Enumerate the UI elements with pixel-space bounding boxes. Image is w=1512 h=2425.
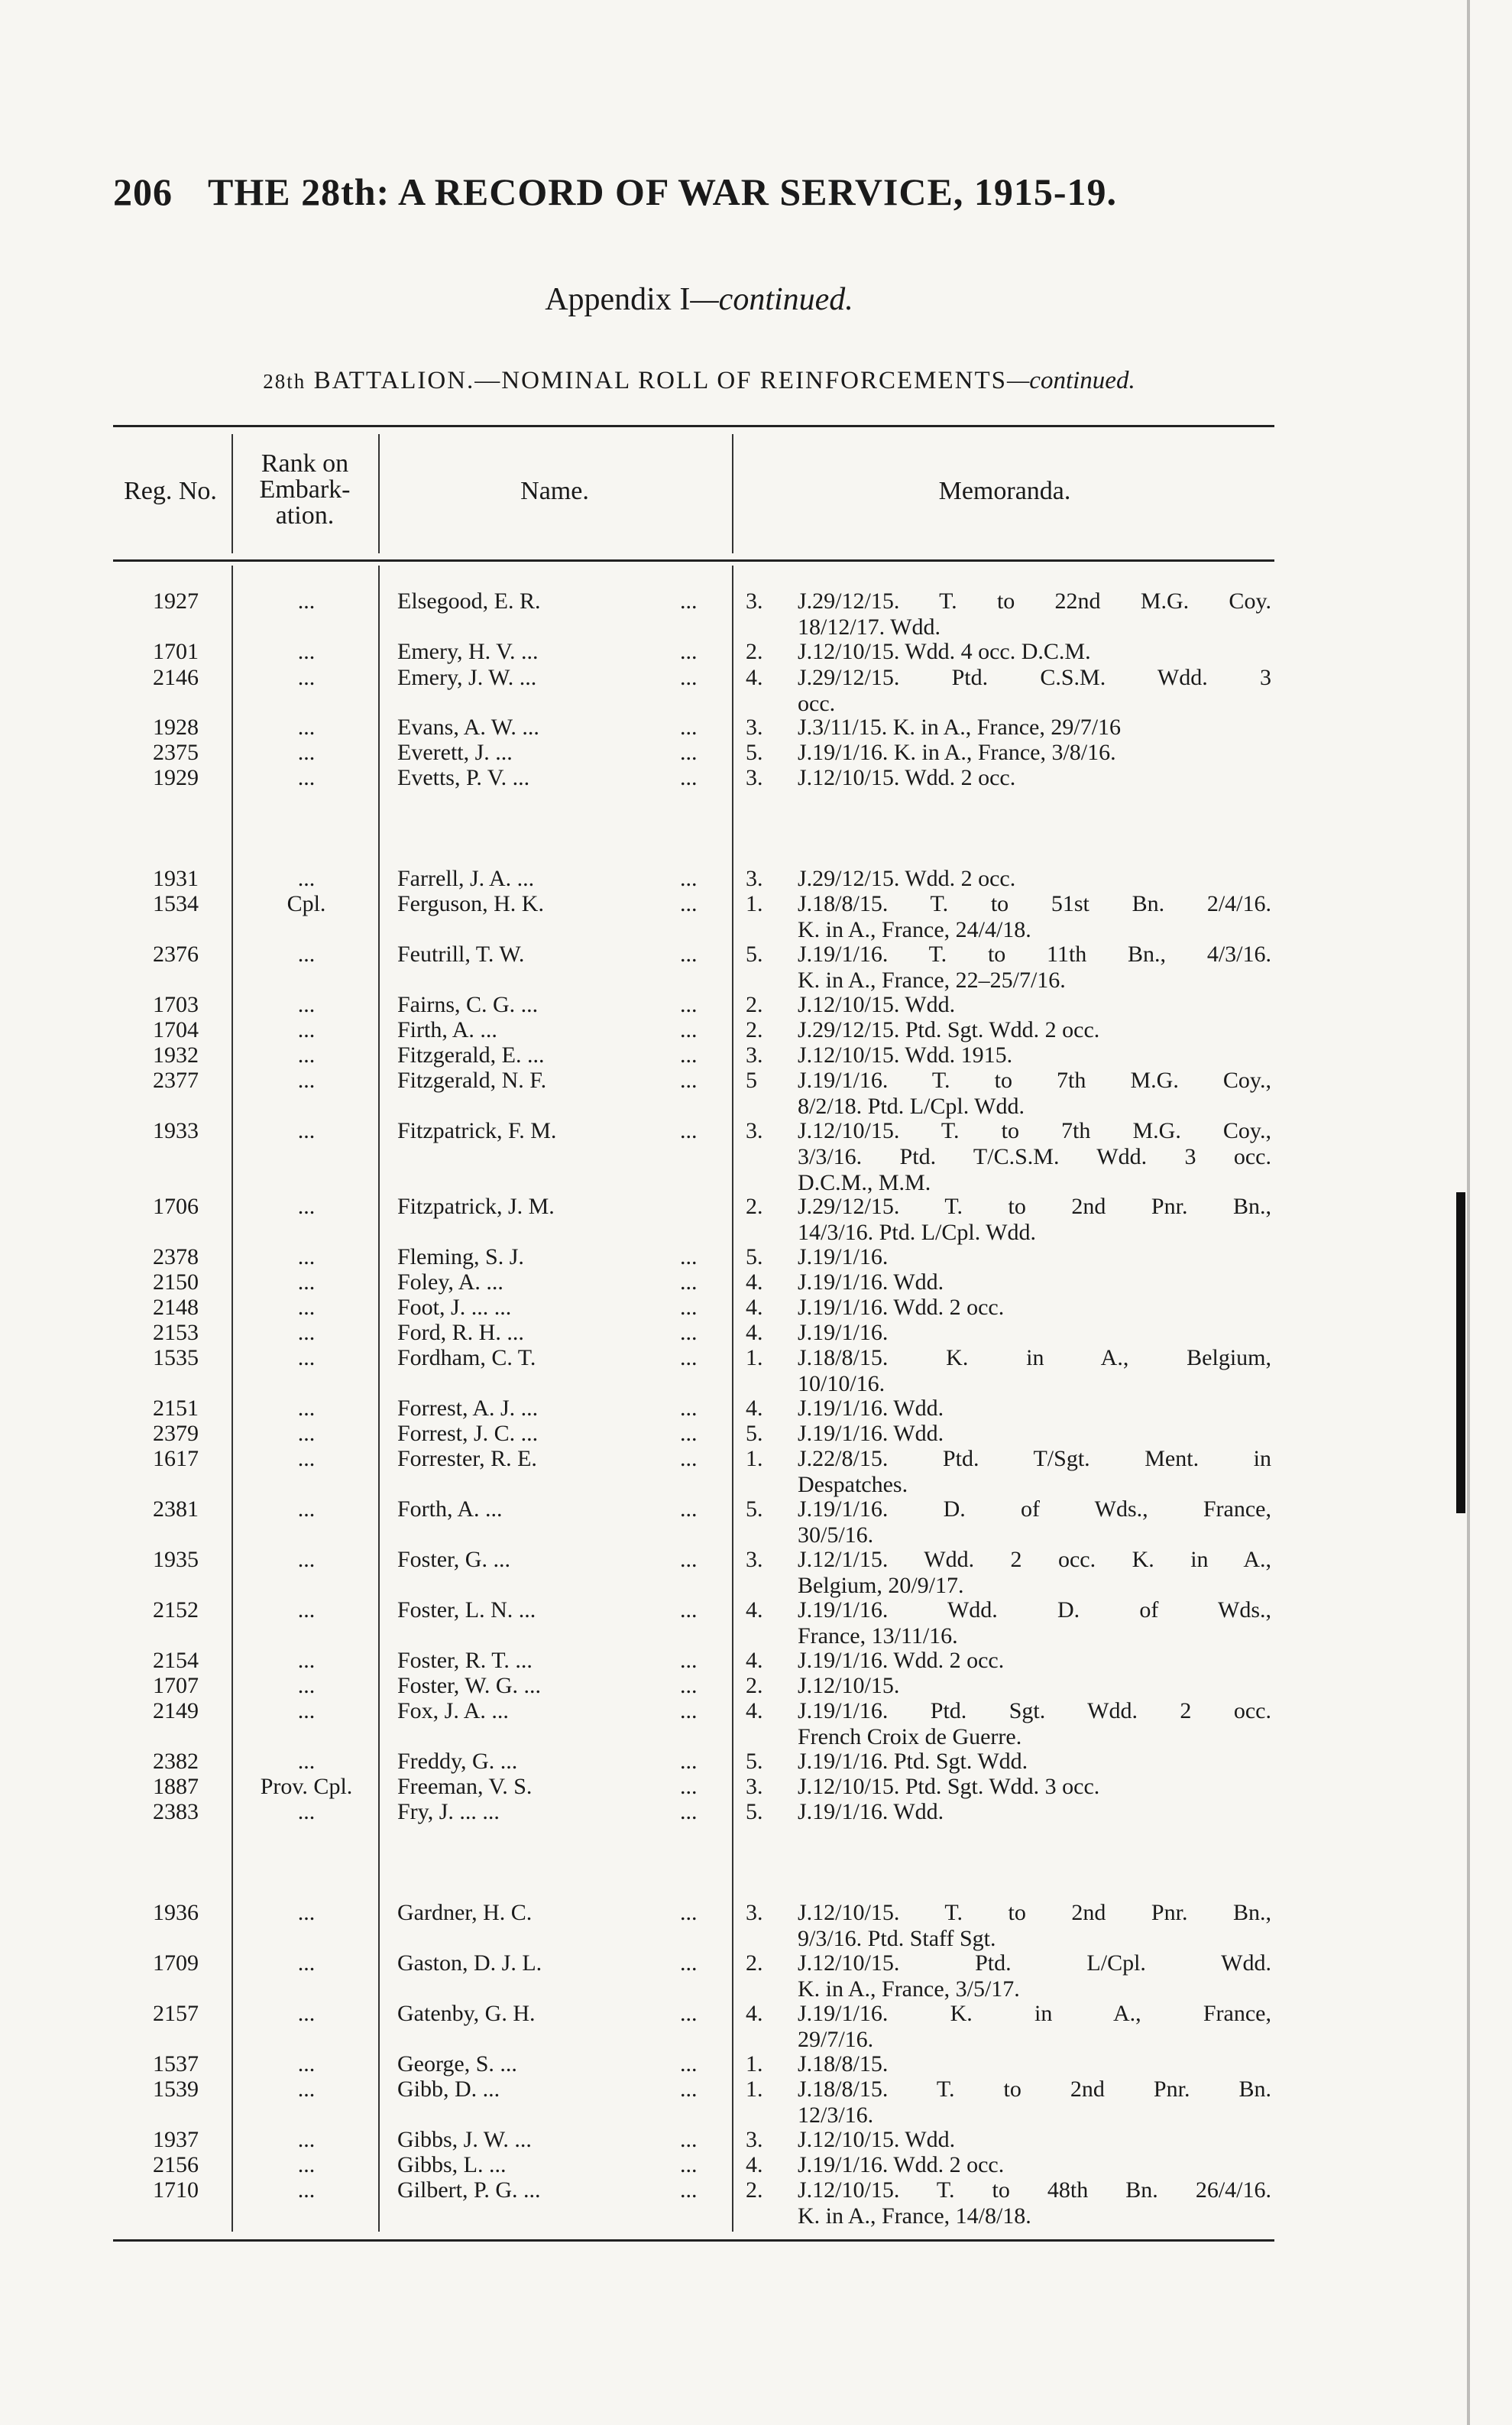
- memo-line: J.12/10/15.: [798, 1673, 900, 1698]
- memo-line: France, 13/11/16.: [798, 1623, 958, 1649]
- rank: ...: [297, 2051, 316, 2076]
- reinforcement-no: 5.: [746, 1244, 763, 1269]
- column-divider: [732, 434, 733, 553]
- rank: ...: [297, 1320, 316, 1345]
- reg-no: 1935: [153, 1547, 199, 1572]
- roll-title-continued: —continued.: [1006, 367, 1135, 394]
- reinforcement-no: 2.: [746, 1194, 763, 1219]
- memo-line: J.12/10/15. Wdd. 2 occ.: [798, 765, 1016, 790]
- reg-no: 2148: [153, 1295, 199, 1320]
- soldier-name: Evetts, P. V. ...: [397, 765, 530, 790]
- leader-dots: ...: [680, 2177, 698, 2203]
- leader-dots: ...: [680, 1244, 698, 1269]
- roll-title-text: BATTALION.—NOMINAL ROLL OF REINFORCEMENTS: [313, 367, 1007, 394]
- rank: Prov. Cpl.: [260, 1774, 353, 1799]
- reg-no: 1932: [153, 1042, 199, 1068]
- rank: ...: [297, 1597, 316, 1623]
- memo-line: J.19/1/16. Wdd. 2 occ.: [798, 2152, 1005, 2177]
- soldier-name: Emery, J. W. ...: [397, 665, 537, 690]
- soldier-name: Gardner, H. C.: [397, 1900, 533, 1925]
- rank: ...: [297, 1269, 316, 1295]
- reinforcement-no: 5: [746, 1068, 757, 1093]
- reg-no: 2156: [153, 2152, 199, 2177]
- leader-dots: ...: [680, 1017, 698, 1042]
- rank: ...: [297, 1900, 316, 1925]
- reinforcement-no: 2.: [746, 639, 763, 664]
- soldier-name: Gibbs, J. W. ...: [397, 2127, 532, 2152]
- leader-dots: ...: [680, 2152, 698, 2177]
- soldier-name: Fitzpatrick, F. M.: [397, 1118, 557, 1143]
- scan-edge-line: [1467, 0, 1470, 2425]
- soldier-name: Fox, J. A. ...: [397, 1698, 509, 1723]
- reg-no: 2376: [153, 942, 199, 967]
- rank: ...: [297, 1446, 316, 1471]
- soldier-name: Foot, J. ... ...: [397, 1295, 512, 1320]
- memo-line: occ.: [798, 691, 836, 716]
- leader-dots: ...: [680, 1799, 698, 1824]
- reg-no: 2375: [153, 740, 199, 765]
- memo-line: J.12/10/15. Ptd. Sgt. Wdd. 3 occ.: [798, 1774, 1100, 1799]
- reg-no: 2383: [153, 1799, 199, 1824]
- soldier-name: Freeman, V. S.: [397, 1774, 533, 1799]
- memo-line: J.19/1/16. Wdd.: [798, 1269, 944, 1295]
- memo-line: 18/12/17. Wdd.: [798, 614, 941, 640]
- rank: ...: [297, 2076, 316, 2102]
- rank: ...: [297, 1950, 316, 1976]
- leader-dots: ...: [680, 665, 698, 690]
- leader-dots: ...: [680, 1396, 698, 1421]
- memo-line: K. in A., France, 24/4/18.: [798, 917, 1031, 942]
- reinforcement-no: 4.: [746, 2001, 763, 2026]
- reinforcement-no: 1.: [746, 1345, 763, 1370]
- reinforcement-no: 4.: [746, 1396, 763, 1421]
- reg-no: 1706: [153, 1194, 199, 1219]
- rank: Cpl.: [287, 891, 326, 916]
- col-header-rank-line2: Embark-: [259, 475, 351, 504]
- soldier-name: Forth, A. ...: [397, 1496, 503, 1522]
- rank: ...: [297, 866, 316, 891]
- reinforcement-no: 2.: [746, 1673, 763, 1698]
- leader-dots: ...: [680, 1749, 698, 1774]
- soldier-name: Foster, G. ...: [397, 1547, 510, 1572]
- soldier-name: Freddy, G. ...: [397, 1749, 518, 1774]
- soldier-name: Gibb, D. ...: [397, 2076, 500, 2102]
- leader-dots: ...: [680, 740, 698, 765]
- memo-line: Belgium, 20/9/17.: [798, 1573, 964, 1598]
- rank: ...: [297, 715, 316, 740]
- reinforcement-no: 3.: [746, 1042, 763, 1068]
- appendix-label: Appendix I: [545, 282, 691, 317]
- reinforcement-no: 4.: [746, 1698, 763, 1723]
- roll-battalion: 28th: [263, 370, 306, 393]
- soldier-name: Fitzgerald, E. ...: [397, 1042, 545, 1068]
- leader-dots: ...: [680, 2127, 698, 2152]
- leader-dots: ...: [680, 2001, 698, 2026]
- page-header: [113, 170, 1117, 214]
- memo-line: 10/10/16.: [798, 1371, 886, 1396]
- soldier-name: Fleming, S. J.: [397, 1244, 524, 1269]
- table-top-rule: [113, 425, 1274, 427]
- reinforcement-no: 3.: [746, 588, 763, 614]
- reg-no: 2379: [153, 1421, 199, 1446]
- reg-no: 1535: [153, 1345, 199, 1370]
- memo-line: J.3/11/15. K. in A., France, 29/7/16: [798, 715, 1122, 740]
- rank: ...: [297, 1118, 316, 1143]
- reg-no: 1927: [153, 588, 199, 614]
- reinforcement-no: 4.: [746, 665, 763, 690]
- rank: ...: [297, 1244, 316, 1269]
- reg-no: 1928: [153, 715, 199, 740]
- memo-line: K. in A., France, 14/8/18.: [798, 2203, 1031, 2229]
- rank: ...: [297, 1042, 316, 1068]
- scan-edge-mark: [1456, 1192, 1465, 1513]
- memo-line: French Croix de Guerre.: [798, 1724, 1022, 1749]
- memo-line: J.29/12/15. T. to 22nd M.G. Coy.: [798, 588, 1271, 614]
- leader-dots: ...: [680, 1295, 698, 1320]
- memo-line: J.12/10/15. Wdd.: [798, 2127, 956, 2152]
- soldier-name: Forrester, R. E.: [397, 1446, 537, 1471]
- soldier-name: Firth, A. ...: [397, 1017, 497, 1042]
- col-header-name: Name.: [520, 477, 589, 505]
- rank: ...: [297, 1017, 316, 1042]
- soldier-name: Forrest, A. J. ...: [397, 1396, 539, 1421]
- col-header-rank: [234, 451, 376, 529]
- reinforcement-no: 3.: [746, 1547, 763, 1572]
- memo-line: J.19/1/16. Wdd. 2 occ.: [798, 1295, 1005, 1320]
- reinforcement-no: 4.: [746, 1648, 763, 1673]
- soldier-name: Everett, J. ...: [397, 740, 513, 765]
- memo-line: 29/7/16.: [798, 2027, 874, 2052]
- leader-dots: ...: [680, 866, 698, 891]
- rank: ...: [297, 1421, 316, 1446]
- soldier-name: Gibbs, L. ...: [397, 2152, 507, 2177]
- reinforcement-no: 1.: [746, 2076, 763, 2102]
- rank: ...: [297, 2152, 316, 2177]
- col-header-rank-line1: Rank on: [261, 449, 349, 478]
- reg-no: 1534: [153, 891, 199, 916]
- soldier-name: Gilbert, P. G. ...: [397, 2177, 541, 2203]
- rank: ...: [297, 1673, 316, 1698]
- soldier-name: George, S. ...: [397, 2051, 517, 2076]
- soldier-name: Fordham, C. T.: [397, 1345, 536, 1370]
- leader-dots: ...: [680, 588, 698, 614]
- soldier-name: Foster, R. T. ...: [397, 1648, 533, 1673]
- soldier-name: Fry, J. ... ...: [397, 1799, 500, 1824]
- column-divider: [231, 566, 233, 2232]
- reg-no: 1933: [153, 1118, 199, 1143]
- leader-dots: ...: [680, 1118, 698, 1143]
- rank: ...: [297, 2177, 316, 2203]
- memo-line: J.19/1/16. K. in A., France,: [798, 2001, 1271, 2026]
- soldier-name: Foster, L. N. ...: [397, 1597, 536, 1623]
- reinforcement-no: 1.: [746, 891, 763, 916]
- memo-line: J.19/1/16.: [798, 1244, 889, 1269]
- memo-line: J.29/12/15. Ptd. C.S.M. Wdd. 3: [798, 665, 1271, 690]
- memo-line: J.12/10/15. T. to 48th Bn. 26/4/16.: [798, 2177, 1271, 2203]
- memo-line: J.18/8/15. K. in A., Belgium,: [798, 1345, 1271, 1370]
- rank: ...: [297, 1345, 316, 1370]
- reinforcement-no: 5.: [746, 740, 763, 765]
- memo-line: J.12/10/15. T. to 7th M.G. Coy.,: [798, 1118, 1271, 1143]
- reinforcement-no: 3.: [746, 765, 763, 790]
- soldier-name: Elsegood, E. R.: [397, 588, 541, 614]
- soldier-name: Emery, H. V. ...: [397, 639, 539, 664]
- soldier-name: Forrest, J. C. ...: [397, 1421, 539, 1446]
- memo-line: J.18/8/15. T. to 2nd Pnr. Bn.: [798, 2076, 1271, 2102]
- leader-dots: ...: [680, 1320, 698, 1345]
- soldier-name: Gaston, D. J. L.: [397, 1950, 542, 1976]
- soldier-name: Foster, W. G. ...: [397, 1673, 541, 1698]
- header-bottom-rule: [113, 559, 1274, 562]
- memo-line: J.19/1/16. Wdd.: [798, 1799, 944, 1824]
- rank: ...: [297, 1799, 316, 1824]
- reinforcement-no: 2.: [746, 1017, 763, 1042]
- reg-no: 2154: [153, 1648, 199, 1673]
- leader-dots: ...: [680, 1673, 698, 1698]
- column-divider: [732, 566, 733, 2232]
- col-header-memoranda: Memoranda.: [938, 477, 1071, 505]
- rank: ...: [297, 942, 316, 967]
- reg-no: 1929: [153, 765, 199, 790]
- memo-line: 14/3/16. Ptd. L/Cpl. Wdd.: [798, 1220, 1036, 1245]
- reinforcement-no: 4.: [746, 1269, 763, 1295]
- reg-no: 1704: [153, 1017, 199, 1042]
- memo-line: J.22/8/15. Ptd. T/Sgt. Ment. in: [798, 1446, 1271, 1471]
- memo-line: K. in A., France, 22–25/7/16.: [798, 968, 1066, 993]
- reinforcement-no: 3.: [746, 1774, 763, 1799]
- rank: ...: [297, 1396, 316, 1421]
- reg-no: 2377: [153, 1068, 199, 1093]
- reg-no: 1709: [153, 1950, 199, 1976]
- memo-line: J.19/1/16. Wdd. D. of Wds.,: [798, 1597, 1271, 1623]
- reg-no: 2381: [153, 1496, 199, 1522]
- reg-no: 1539: [153, 2076, 199, 2102]
- column-divider: [378, 566, 380, 2232]
- leader-dots: ...: [680, 1042, 698, 1068]
- soldier-name: Gatenby, G. H.: [397, 2001, 536, 2026]
- col-header-rank-line3: ation.: [275, 501, 335, 530]
- soldier-name: Ford, R. H. ...: [397, 1320, 524, 1345]
- soldier-name: Farrell, J. A. ...: [397, 866, 535, 891]
- memo-line: 30/5/16.: [798, 1522, 874, 1548]
- roll-title: [0, 367, 1398, 395]
- reg-no: 1701: [153, 639, 199, 664]
- reinforcement-no: 2.: [746, 992, 763, 1017]
- leader-dots: ...: [680, 1547, 698, 1572]
- leader-dots: ...: [680, 1068, 698, 1093]
- reinforcement-no: 3.: [746, 715, 763, 740]
- running-title: THE 28th: A RECORD OF WAR SERVICE, 1915-19.: [208, 170, 1117, 213]
- leader-dots: ...: [680, 942, 698, 967]
- rank: ...: [297, 639, 316, 664]
- reg-no: 2382: [153, 1749, 199, 1774]
- memo-line: J.12/10/15. Ptd. L/Cpl. Wdd.: [798, 1950, 1271, 1976]
- memo-line: 9/3/16. Ptd. Staff Sgt.: [798, 1926, 996, 1951]
- reinforcement-no: 2.: [746, 1950, 763, 1976]
- reinforcement-no: 3.: [746, 2127, 763, 2152]
- reinforcement-no: 3.: [746, 866, 763, 891]
- reg-no: 2149: [153, 1698, 199, 1723]
- leader-dots: ...: [680, 992, 698, 1017]
- soldier-name: Ferguson, H. K.: [397, 891, 544, 916]
- soldier-name: Fairns, C. G. ...: [397, 992, 539, 1017]
- memo-line: J.12/10/15. Wdd.: [798, 992, 956, 1017]
- memo-line: J.12/10/15. T. to 2nd Pnr. Bn.,: [798, 1900, 1271, 1925]
- rank: ...: [297, 1194, 316, 1219]
- leader-dots: ...: [680, 1597, 698, 1623]
- reinforcement-no: 4.: [746, 1597, 763, 1623]
- col-header-reg-no: Reg. No.: [124, 477, 217, 505]
- memo-line: 12/3/16.: [798, 2102, 874, 2128]
- soldier-name: Fitzgerald, N. F.: [397, 1068, 547, 1093]
- leader-dots: ...: [680, 1269, 698, 1295]
- reg-no: 2152: [153, 1597, 199, 1623]
- memo-line: J.19/1/16. Wdd.: [798, 1421, 944, 1446]
- soldier-name: Foley, A. ...: [397, 1269, 503, 1295]
- memo-line: J.19/1/16. K. in A., France, 3/8/16.: [798, 740, 1116, 765]
- memo-line: J.12/10/15. Wdd. 4 occ. D.C.M.: [798, 639, 1091, 664]
- reg-no: 2157: [153, 2001, 199, 2026]
- column-divider: [231, 434, 233, 553]
- memo-line: J.18/8/15. T. to 51st Bn. 2/4/16.: [798, 891, 1271, 916]
- rank: ...: [297, 1648, 316, 1673]
- rank: ...: [297, 1496, 316, 1522]
- memo-line: J.19/1/16. Ptd. Sgt. Wdd. 2 occ.: [798, 1698, 1271, 1723]
- memo-line: J.19/1/16. Wdd.: [798, 1396, 944, 1421]
- memo-line: J.29/12/15. T. to 2nd Pnr. Bn.,: [798, 1194, 1271, 1219]
- memo-line: 3/3/16. Ptd. T/C.S.M. Wdd. 3 occ.: [798, 1144, 1271, 1169]
- memo-line: J.19/1/16. D. of Wds., France,: [798, 1496, 1271, 1522]
- leader-dots: ...: [680, 891, 698, 916]
- leader-dots: ...: [680, 765, 698, 790]
- reg-no: 2378: [153, 1244, 199, 1269]
- reinforcement-no: 1.: [746, 1446, 763, 1471]
- leader-dots: ...: [680, 1345, 698, 1370]
- rank: ...: [297, 2001, 316, 2026]
- leader-dots: ...: [680, 1698, 698, 1723]
- reinforcement-no: 3.: [746, 1900, 763, 1925]
- rank: ...: [297, 1547, 316, 1572]
- reinforcement-no: 4.: [746, 2152, 763, 2177]
- rank: ...: [297, 992, 316, 1017]
- rank: ...: [297, 2127, 316, 2152]
- reg-no: 1710: [153, 2177, 199, 2203]
- rank: ...: [297, 765, 316, 790]
- appendix-continued: —continued.: [690, 282, 853, 317]
- reg-no: 2146: [153, 665, 199, 690]
- reg-no: 1703: [153, 992, 199, 1017]
- column-divider: [378, 434, 380, 553]
- memo-line: J.19/1/16. Ptd. Sgt. Wdd.: [798, 1749, 1028, 1774]
- memo-line: 8/2/18. Ptd. L/Cpl. Wdd.: [798, 1094, 1025, 1119]
- reinforcement-no: 5.: [746, 942, 763, 967]
- memo-line: J.19/1/16. T. to 7th M.G. Coy.,: [798, 1068, 1271, 1093]
- reg-no: 2151: [153, 1396, 199, 1421]
- reg-no: 1617: [153, 1446, 199, 1471]
- reinforcement-no: 4.: [746, 1320, 763, 1345]
- leader-dots: ...: [680, 1950, 698, 1976]
- reinforcement-no: 3.: [746, 1118, 763, 1143]
- leader-dots: ...: [680, 1774, 698, 1799]
- memo-line: J.19/1/16. Wdd. 2 occ.: [798, 1648, 1005, 1673]
- rank: ...: [297, 1698, 316, 1723]
- reg-no: 1537: [153, 2051, 199, 2076]
- memo-line: J.12/10/15. Wdd. 1915.: [798, 1042, 1013, 1068]
- reg-no: 1707: [153, 1673, 199, 1698]
- leader-dots: ...: [680, 2051, 698, 2076]
- reg-no: 1887: [153, 1774, 199, 1799]
- reinforcement-no: 5.: [746, 1799, 763, 1824]
- leader-dots: ...: [680, 1648, 698, 1673]
- leader-dots: ...: [680, 1900, 698, 1925]
- rank: ...: [297, 588, 316, 614]
- reinforcement-no: 2.: [746, 2177, 763, 2203]
- rank: ...: [297, 740, 316, 765]
- memo-line: J.29/12/15. Wdd. 2 occ.: [798, 866, 1016, 891]
- rank: ...: [297, 1749, 316, 1774]
- soldier-name: Feutrill, T. W.: [397, 942, 525, 967]
- reg-no: 2150: [153, 1269, 199, 1295]
- memo-line: D.C.M., M.M.: [798, 1170, 931, 1195]
- memo-line: J.19/1/16. T. to 11th Bn., 4/3/16.: [798, 942, 1271, 967]
- reg-no: 1936: [153, 1900, 199, 1925]
- memo-line: J.18/8/15.: [798, 2051, 889, 2076]
- leader-dots: ...: [680, 1446, 698, 1471]
- reinforcement-no: 5.: [746, 1421, 763, 1446]
- memo-line: J.19/1/16.: [798, 1320, 889, 1345]
- reinforcement-no: 5.: [746, 1749, 763, 1774]
- reinforcement-no: 5.: [746, 1496, 763, 1522]
- reg-no: 1937: [153, 2127, 199, 2152]
- leader-dots: ...: [680, 715, 698, 740]
- leader-dots: ...: [680, 1496, 698, 1522]
- reinforcement-no: 4.: [746, 1295, 763, 1320]
- reinforcement-no: 1.: [746, 2051, 763, 2076]
- page-number: 206: [113, 170, 173, 213]
- reg-no: 1931: [153, 866, 199, 891]
- leader-dots: ...: [680, 639, 698, 664]
- rank: ...: [297, 1295, 316, 1320]
- table-bottom-rule: [113, 2239, 1274, 2242]
- memo-line: J.29/12/15. Ptd. Sgt. Wdd. 2 occ.: [798, 1017, 1100, 1042]
- soldier-name: Fitzpatrick, J. M.: [397, 1194, 555, 1219]
- leader-dots: ...: [680, 1421, 698, 1446]
- memo-line: J.12/1/15. Wdd. 2 occ. K. in A.,: [798, 1547, 1271, 1572]
- memo-line: Despatches.: [798, 1472, 908, 1497]
- soldier-name: Evans, A. W. ...: [397, 715, 539, 740]
- memo-line: K. in A., France, 3/5/17.: [798, 1976, 1020, 2002]
- appendix-heading: [0, 281, 1398, 318]
- leader-dots: ...: [680, 2076, 698, 2102]
- reg-no: 2153: [153, 1320, 199, 1345]
- rank: ...: [297, 1068, 316, 1093]
- rank: ...: [297, 665, 316, 690]
